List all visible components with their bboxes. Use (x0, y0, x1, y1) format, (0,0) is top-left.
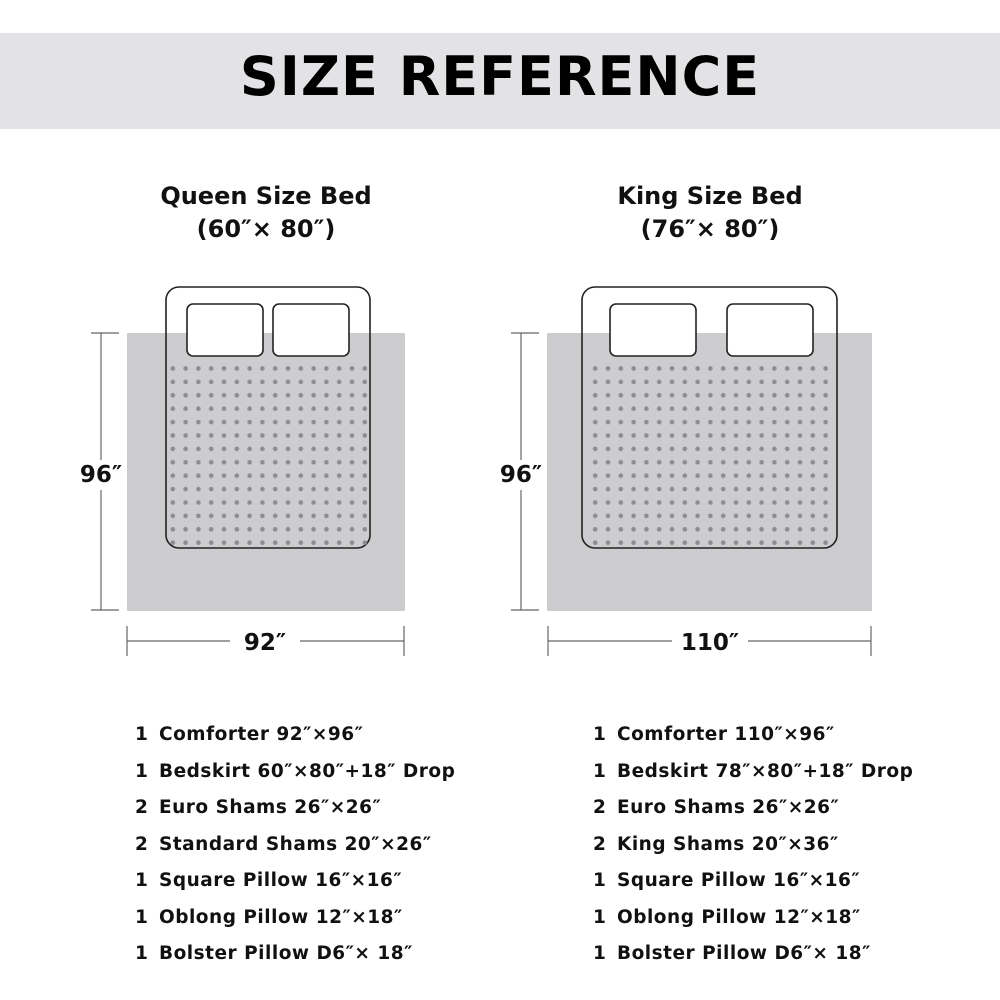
page-title: SIZE REFERENCE (239, 45, 761, 108)
queen-pillow-right (273, 304, 349, 356)
king-pillow-left (610, 304, 696, 356)
list-item: 2 Euro Shams 26″×26″ (593, 797, 840, 818)
list-item: 2 Euro Shams 26″×26″ (135, 797, 382, 818)
king-title: King Size Bed (617, 182, 803, 210)
king-dimensions: (76″× 80″) (640, 215, 780, 243)
queen-height-label: 96″ (79, 462, 123, 488)
queen-item-list (135, 717, 455, 973)
list-item: 1 Oblong Pillow 12″×18″ (135, 906, 403, 928)
queen-dot-pattern (169, 360, 367, 545)
queen-width-label: 92″ (243, 630, 287, 656)
list-item: 1 Comforter 110″×96″ (593, 724, 835, 745)
list-item: 1 Oblong Pillow 12″×18″ (593, 906, 861, 928)
list-item: 1 Square Pillow 16″×16″ (135, 870, 403, 891)
list-item: 1 Bolster Pillow D6″× 18″ (593, 943, 871, 964)
list-item: 2 Standard Shams 20″×26″ (135, 833, 432, 855)
list-item: 2 King Shams 20″×36″ (593, 833, 839, 855)
queen-diagram (80, 287, 405, 656)
king-height-label: 96″ (499, 462, 543, 488)
list-item: 1 Square Pillow 16″×16″ (593, 870, 861, 891)
queen-pillow-left (187, 304, 263, 356)
list-item: 1 Bolster Pillow D6″× 18″ (135, 943, 413, 964)
king-dot-pattern (586, 360, 833, 545)
queen-dimensions: (60″× 80″) (196, 215, 336, 243)
king-width-label: 110″ (680, 630, 740, 656)
list-item: 1 Bedskirt 60″×80″+18″ Drop (135, 760, 456, 782)
king-diagram (500, 287, 872, 656)
king-pillow-right (727, 304, 813, 356)
list-item: 1 Bedskirt 78″×80″+18″ Drop (593, 760, 914, 782)
list-item: 1 Comforter 92″×96″ (135, 724, 364, 745)
queen-title: Queen Size Bed (160, 182, 372, 210)
king-item-list (593, 717, 913, 973)
